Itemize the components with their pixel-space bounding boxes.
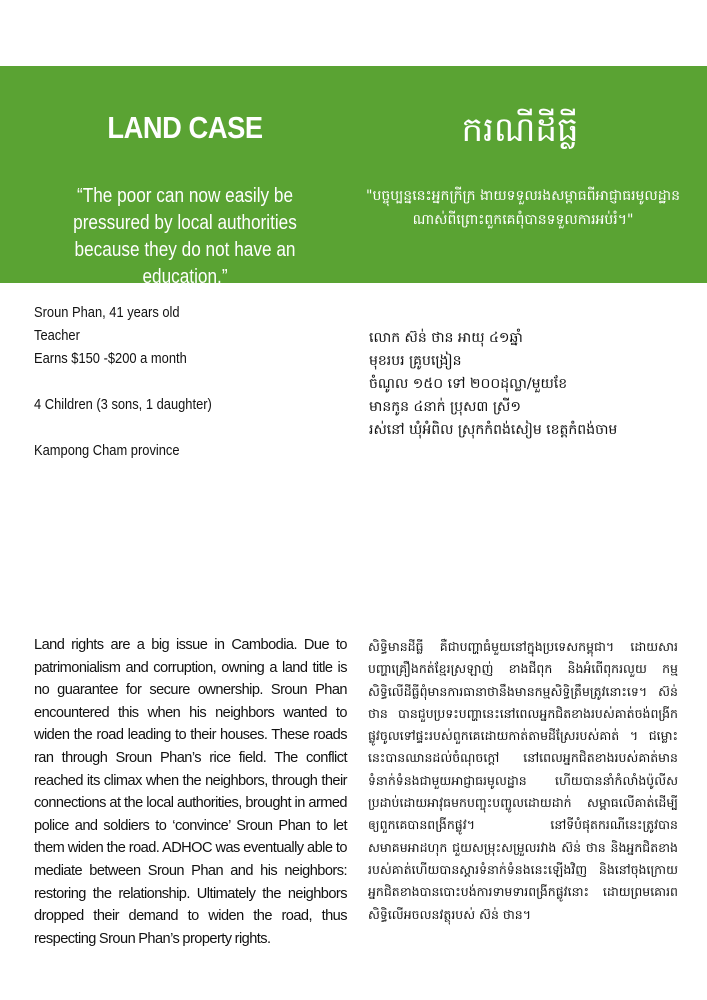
- profile-km-occupation: មុខរបរ គ្រូបង្រៀន: [369, 353, 462, 369]
- profile-km-children: មានកូន ៤នាក់ ប្រុស៣ ស្រី១: [369, 399, 521, 415]
- profile-english: [34, 301, 292, 462]
- profile-occupation: Teacher: [34, 327, 80, 344]
- story-body-english: Land rights are a big issue in Cambodia. Due to patrimonialism and corruption, owning a land title is no guarantee for secure ownership. Sroun Phan encountered this when his neighbors wanted to widen the road leading to their houses. These roads ran through Sroun Phan’s rice field. The conflict reached its climax when the neighbors, through their connections at the local authorities, brought in armed police and soldiers to ‘convince’ Sroun Phan to let them widen the road. ADHOC was eventually able to mediate between Sroun Phan and his neighbors: restoring the relationship. Ultimately the neighbors dropped their demand to widen the road, thus respecting Sroun Phan’s property rights.: [34, 637, 347, 947]
- profile-km-income: ចំណូល ១៥០ ទៅ ២០០ដុល្លា/មួយខែ: [369, 376, 568, 392]
- quote-english: “The poor can now easily be pressured by local authorities because they do not have an education.”: [73, 185, 297, 288]
- title-khmer: ករណីដីធ្លី: [461, 110, 579, 150]
- profile-income: Earns $150 -$200 a month: [34, 350, 187, 367]
- title-english: LAND CASE: [107, 110, 263, 145]
- quote-khmer: "បច្ចុប្បន្ននេះអ្នកក្រីក្រ ងាយទទួលរងសម្ពាធពីអាជ្ញាធរមូលដ្ឋានណាស់ពីព្រោះពួកគេពុំបានទទួលការអប់រំ។": [366, 188, 680, 228]
- header-banner: [0, 66, 707, 288]
- profile-spacer: [34, 416, 292, 439]
- story-body-khmer: សិទ្ធិមានដីធ្លី គឺជាបញ្ហាធំមួយនៅក្នុងប្រទេសកម្ពុជា។ ដោយសារ បញ្ហាគ្រឿងកត់ខ្មែរស្រឡាញ់ ខាងជីពុក និងអំពើពុករលួយ កម្មសិទ្ធិលើដីធ្លីពុំមានការធានាថានឹងមានកម្មសិទ្ធិត្រឹមត្រូវនោះទេ។ ស៊ន់ ថាន បានជួបប្រទះបញ្ហានេះនៅពេលអ្នកជិតខាងរបស់គាត់ចង់ពង្រីកផ្លូវចូលទៅផ្ទះរបស់ពួកគេដោយកាត់តាមដីស្រែរបស់គាត់ ។ ជម្លោះនេះបានឈានដល់ចំណុចក្តៅ នៅពេលអ្នកជិតខាងរបស់គាត់មានទំនាក់ទំនងជាមួយអាជ្ញាធរមូលដ្ឋាន ហើយបាននាំកំលាំងប៉ូលីស ប្រដាប់ដោយអាវុធមកបញ្ចុះបញ្ចូលដោយដាក់ សម្ពាធលើគាត់ដើម្បីឲ្យពួកគេបានពង្រីកផ្លូវ។ នៅទីបំផុតករណីនេះត្រូវបានសមាគមអាដហុក ជួយសម្រុះសម្រួលរវាង ស៊ន់ ថាន និងអ្នកជិតខាងរបស់គាត់ហើយបានស្តារទំនាក់ទំនងនេះឡើងវិញ និងនៅចុងក្រោយអ្នកជិតខាងបានបោះបង់ការទាមទារពង្រីកផ្លូវនោះ ដោយព្រមគោរពសិទ្ធិលើអចលនវត្ថុរបស់ ស៊ន់ ថាន។: [368, 639, 678, 922]
- profile-khmer: [369, 327, 689, 442]
- profile-province: Kampong Cham province: [34, 442, 180, 459]
- profile-spacer: [34, 370, 292, 393]
- profile-children: 4 Children (3 sons, 1 daughter): [34, 396, 212, 413]
- profile-km-name-age: លោក ស៊ន់ ថាន អាយុ ៤១ឆ្នាំ: [369, 330, 523, 346]
- profile-km-residence: រស់នៅ ឃុំអំពិល ស្រុកកំពង់សៀម ខេត្តកំពង់ចាម: [369, 422, 618, 438]
- profile-name-age: Sroun Phan, 41 years old: [34, 304, 180, 321]
